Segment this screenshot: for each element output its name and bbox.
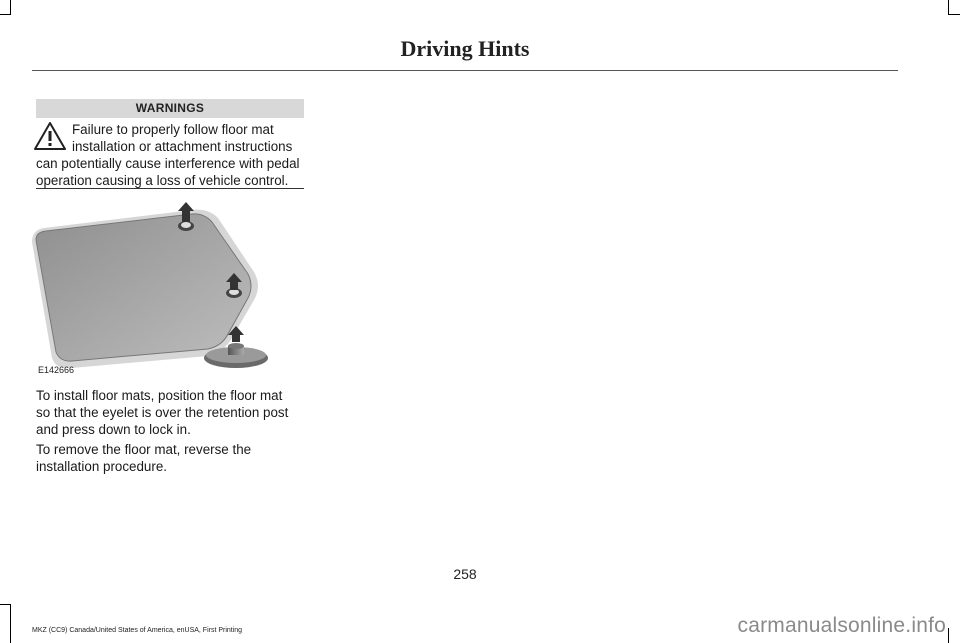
- remove-text-line-2: installation procedure.: [36, 459, 168, 474]
- page-number: 258: [453, 566, 477, 582]
- header-divider: [32, 70, 898, 71]
- section-title: Driving Hints: [400, 36, 530, 61]
- crop-mark: [10, 604, 11, 643]
- crop-mark: [948, 14, 960, 15]
- warning-text-line-4: operation causing a loss of vehicle control.: [36, 173, 289, 188]
- install-text-line-3: and press down to lock in.: [36, 422, 191, 437]
- crop-mark: [948, 628, 949, 643]
- warnings-heading: WARNINGS: [36, 99, 304, 118]
- crop-mark: [948, 0, 949, 14]
- install-text-line-1: To install floor mats, position the floor mat: [36, 388, 283, 403]
- remove-text-line-1: To remove the floor mat, reverse the: [36, 442, 252, 457]
- footer-text: MKZ (CC9) Canada/United States of America, enUSA, First Printing: [32, 627, 243, 634]
- warning-triangle-icon: [33, 121, 67, 151]
- warning-text-line-1: Failure to properly follow floor mat: [72, 122, 274, 137]
- crop-mark: [10, 0, 11, 14]
- watermark: carmanualsonline.info: [737, 614, 946, 637]
- figure-code: E142666: [38, 365, 75, 375]
- install-text-line-2: so that the eyelet is over the retention post: [36, 405, 289, 420]
- crop-mark: [0, 14, 11, 15]
- floor-mat-illustration: [32, 198, 304, 376]
- warning-text-line-2: installation or attachment instructions: [72, 139, 293, 154]
- warning-text-line-3: can potentially cause interference with pedal: [36, 156, 300, 171]
- warning-divider: [36, 188, 304, 189]
- crop-mark: [0, 604, 11, 605]
